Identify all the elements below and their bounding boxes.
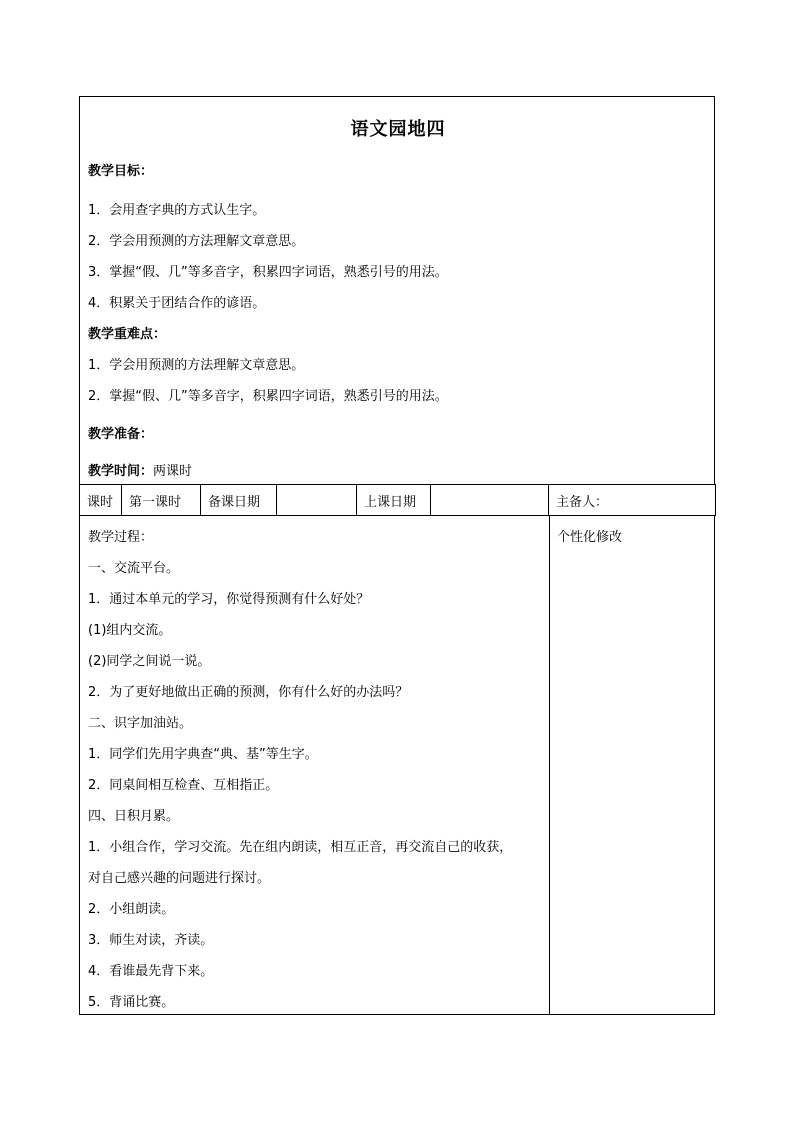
process-line: 4．看谁最先背下来。 — [88, 964, 214, 979]
process-heading: 教学过程： — [88, 530, 154, 545]
process-line: (2)同学之间说一说。 — [88, 654, 211, 669]
process-line: 5．背诵比赛。 — [88, 995, 175, 1010]
class-date-label-cell: 上课日期 — [357, 485, 431, 516]
personalized-revision-label: 个性化修改 — [557, 530, 623, 545]
preparer-cell: 主备人： — [549, 485, 716, 516]
process-line: 对自己感兴趣的问题进行探讨。 — [88, 871, 271, 886]
process-line: 2．同桌间相互检查、互相指正。 — [88, 778, 279, 793]
objectives-heading: 教学目标： — [88, 164, 154, 179]
preparation-heading: 教学准备： — [88, 427, 154, 442]
teaching-time-value: 两课时 — [153, 464, 193, 479]
process-line: 1．通过本单元的学习，你觉得预测有什么好处？ — [88, 592, 370, 607]
lesson-value-cell: 第一课时 — [122, 485, 201, 516]
key-point-item: 1．学会用预测的方法理解文章意思。 — [88, 358, 305, 373]
lesson-label-cell: 课时 — [80, 485, 122, 516]
teaching-process-box — [79, 515, 715, 1015]
teaching-time — [88, 460, 192, 479]
objective-item: 4．积累关于团结合作的谚语。 — [88, 296, 266, 311]
process-line: 2．小组朗读。 — [88, 902, 175, 917]
process-line: 二、识字加油站。 — [88, 716, 193, 731]
process-line: 四、日积月累。 — [88, 809, 180, 824]
prep-date-label-cell: 备课日期 — [201, 485, 277, 516]
objective-item: 3．掌握“假、几”等多音字，积累四字词语，熟悉引号的用法。 — [88, 265, 448, 280]
process-line: 2．为了更好地做出正确的预测，你有什么好的办法吗？ — [88, 685, 409, 700]
lesson-header-box — [79, 96, 715, 485]
class-date-value-cell — [431, 485, 549, 516]
key-point-item: 2．掌握“假、几”等多音字，积累四字词语，熟悉引号的用法。 — [88, 389, 448, 404]
teaching-time-label: 教学时间： — [88, 464, 154, 479]
process-line: 1．小组合作，学习交流。先在组内朗读，相互正音，再交流自己的收获， — [88, 840, 513, 855]
process-line: 3．师生对读，齐读。 — [88, 933, 214, 948]
objective-item: 1．会用查字典的方式认生字。 — [88, 203, 266, 218]
lesson-meta-table — [79, 484, 716, 516]
process-line: (1)组内交流。 — [88, 623, 172, 638]
column-divider — [549, 516, 550, 1014]
process-line: 一、交流平台。 — [88, 561, 180, 576]
process-line: 1．同学们先用字典查“典、基”等生字。 — [88, 747, 318, 762]
objective-item: 2．学会用预测的方法理解文章意思。 — [88, 234, 305, 249]
key-points-heading: 教学重难点： — [88, 327, 167, 342]
page-title: 语文园地四 — [350, 119, 446, 140]
prep-date-value-cell — [277, 485, 357, 516]
